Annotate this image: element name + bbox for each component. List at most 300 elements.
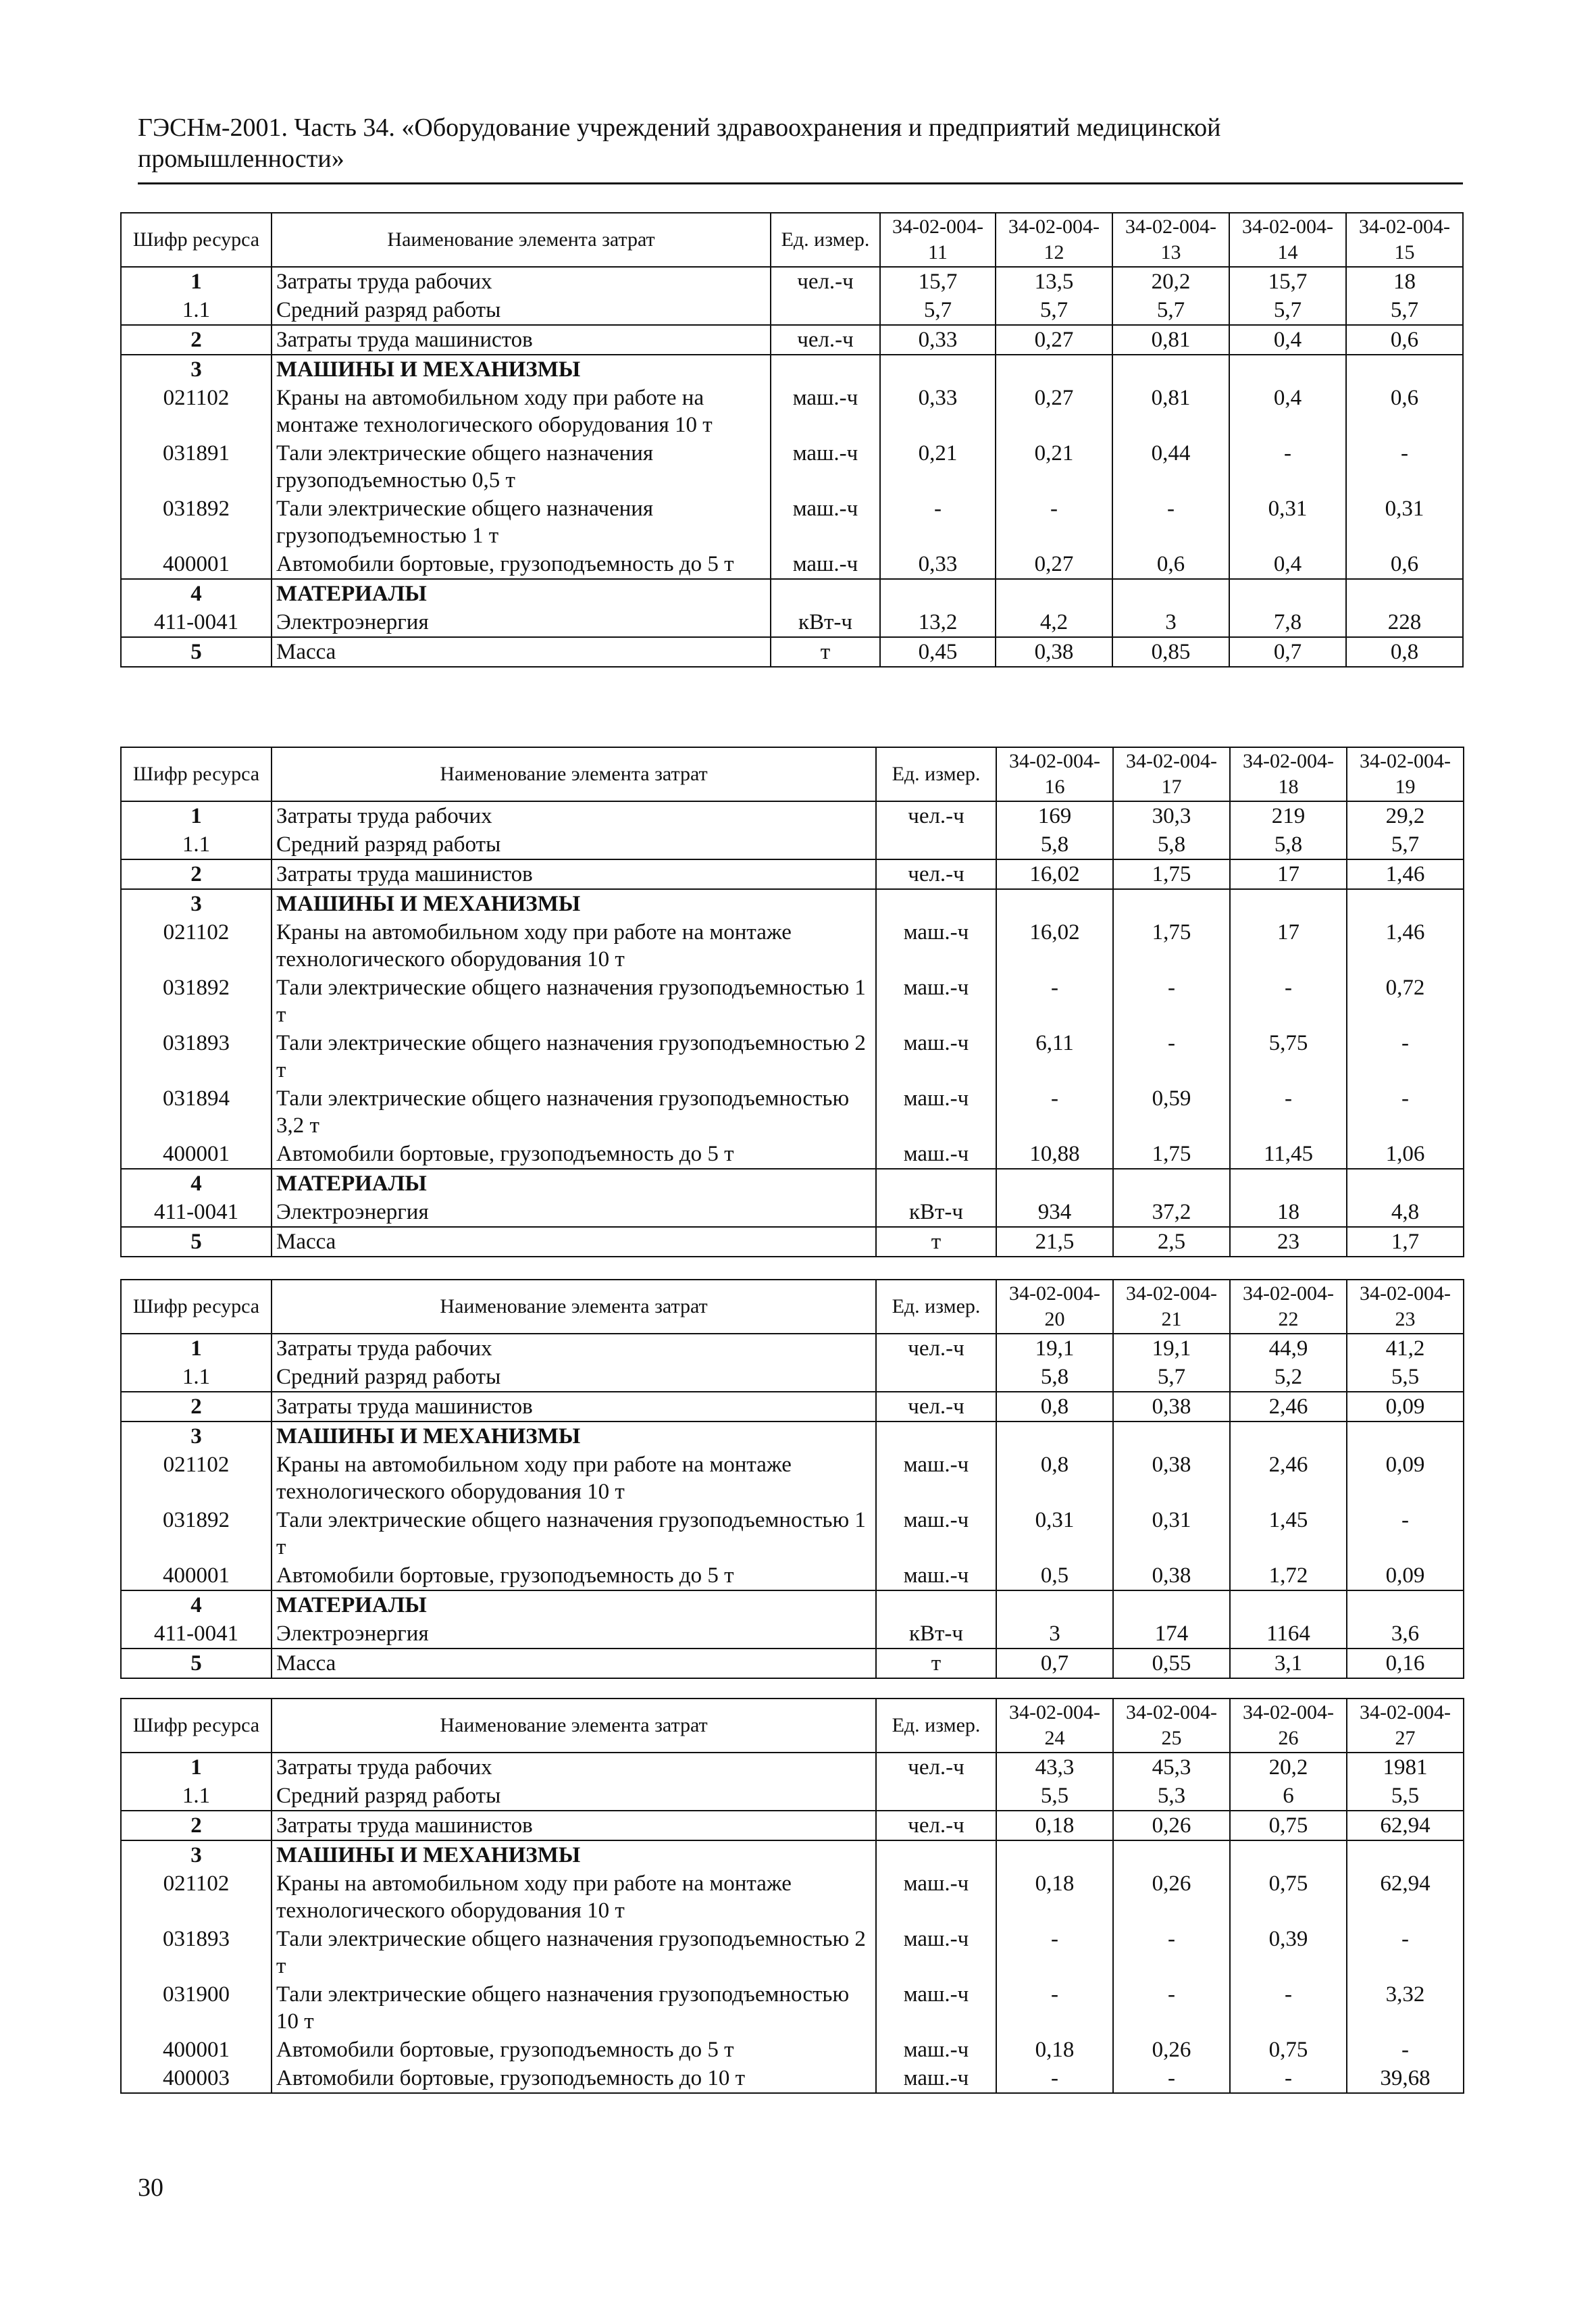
- norm-value: 0,39: [1230, 1925, 1347, 1980]
- norm-value: [1230, 1590, 1347, 1619]
- cost-element-name: Масса: [272, 1227, 876, 1257]
- norm-value: 10,88: [996, 1140, 1113, 1169]
- norm-value: 37,2: [1113, 1198, 1230, 1227]
- norm-value: [996, 1840, 1113, 1869]
- norm-value: 1,75: [1113, 859, 1230, 889]
- norm-value: 0,6: [1346, 550, 1463, 579]
- norm-value: 0,33: [880, 384, 996, 439]
- norm-value: 0,8: [1346, 637, 1463, 667]
- norm-value: 1,75: [1113, 1140, 1230, 1169]
- norm-value: 41,2: [1347, 1334, 1464, 1363]
- table-row: [121, 918, 1464, 974]
- norm-value: 43,3: [996, 1753, 1113, 1782]
- norm-value: -: [1347, 1925, 1464, 1980]
- norm-value: 16,02: [996, 918, 1113, 974]
- cost-element-name: Краны на автомобильном ходу при работе на монтаже технологического оборудования 10 т: [272, 384, 771, 439]
- table-row: [121, 608, 1463, 637]
- cost-element-name: Средний разряд работы: [272, 296, 771, 325]
- unit-of-measure: [876, 1169, 996, 1198]
- table-header-row: [121, 1699, 1464, 1753]
- unit-of-measure: [771, 355, 880, 384]
- norm-value: 1,06: [1347, 1140, 1464, 1169]
- norm-value: 17: [1230, 859, 1347, 889]
- table-row: [121, 801, 1464, 830]
- column-header-name: Наименование элемента затрат: [272, 213, 771, 267]
- page-number: 30: [138, 2173, 163, 2202]
- cost-element-name: МАШИНЫ И МЕХАНИЗМЫ: [272, 1422, 876, 1451]
- estimate-table-4: [120, 1698, 1464, 2094]
- column-header-unit: Ед. измер.: [876, 747, 996, 801]
- table-row: [121, 1782, 1464, 1811]
- norm-value: -: [1230, 1084, 1347, 1140]
- norm-value: 1,7: [1347, 1227, 1464, 1257]
- table-row: [121, 1198, 1464, 1227]
- norm-value: [996, 579, 1112, 608]
- unit-of-measure: маш.-ч: [876, 1925, 996, 1980]
- norm-value: 18: [1346, 267, 1463, 296]
- table-row: [121, 1140, 1464, 1169]
- norm-value: 0,09: [1347, 1392, 1464, 1422]
- norm-value: 6,11: [996, 1029, 1113, 1084]
- table-row: [121, 1227, 1464, 1257]
- norm-value: 0,5: [996, 1561, 1113, 1590]
- norm-value: 16,02: [996, 859, 1113, 889]
- norm-value: 0,4: [1229, 384, 1346, 439]
- norm-value: 29,2: [1347, 801, 1464, 830]
- header-line-2: промышленности»: [138, 145, 344, 173]
- table-row: [121, 550, 1463, 579]
- resource-code: 5: [121, 1649, 272, 1678]
- norm-value: -: [1113, 1029, 1230, 1084]
- table-row: [121, 579, 1463, 608]
- resource-code: 1.1: [121, 296, 272, 325]
- estimate-table-1: [120, 212, 1464, 668]
- column-header-norm: 34-02-004-12: [996, 213, 1112, 267]
- column-header-norm: 34-02-004-22: [1230, 1280, 1347, 1334]
- norm-value: [880, 579, 996, 608]
- unit-of-measure: маш.-ч: [876, 1869, 996, 1925]
- norm-value: 0,33: [880, 550, 996, 579]
- column-header-norm: 34-02-004-14: [1229, 213, 1346, 267]
- norm-value: -: [1347, 1506, 1464, 1561]
- unit-of-measure: [771, 296, 880, 325]
- table-row: [121, 1925, 1464, 1980]
- cost-element-name: Тали электрические общего назначения грузоподъемностью 1 т: [272, 974, 876, 1029]
- norm-value: -: [1113, 1980, 1230, 2036]
- norm-value: -: [1229, 439, 1346, 495]
- resource-code: 031891: [121, 439, 272, 495]
- cost-element-name: Затраты труда рабочих: [272, 1753, 876, 1782]
- norm-value: 3,1: [1230, 1649, 1347, 1678]
- norm-value: 3: [996, 1619, 1113, 1649]
- unit-of-measure: чел.-ч: [771, 267, 880, 296]
- norm-value: 0,31: [996, 1506, 1113, 1561]
- cost-element-name: Электроэнергия: [272, 608, 771, 637]
- column-header-code: Шифр ресурса: [121, 747, 272, 801]
- norm-value: 228: [1346, 608, 1463, 637]
- norm-value: -: [1112, 495, 1229, 550]
- unit-of-measure: маш.-ч: [771, 384, 880, 439]
- table-header-row: [121, 213, 1463, 267]
- unit-of-measure: чел.-ч: [876, 1753, 996, 1782]
- norm-value: [996, 889, 1113, 918]
- column-header-norm: 34-02-004-17: [1113, 747, 1230, 801]
- resource-code: 400001: [121, 1140, 272, 1169]
- norm-value: 23: [1230, 1227, 1347, 1257]
- norm-value: [1112, 355, 1229, 384]
- unit-of-measure: т: [876, 1649, 996, 1678]
- norm-value: [1230, 1169, 1347, 1198]
- norm-value: 11,45: [1230, 1140, 1347, 1169]
- norm-value: 6: [1230, 1782, 1347, 1811]
- norm-value: 15,7: [880, 267, 996, 296]
- norm-value: 0,55: [1113, 1649, 1230, 1678]
- column-header-norm: 34-02-004-19: [1347, 747, 1464, 801]
- norm-value: 2,46: [1230, 1451, 1347, 1506]
- norm-value: [1113, 1590, 1230, 1619]
- norm-value: -: [1230, 1980, 1347, 2036]
- norm-value: 44,9: [1230, 1334, 1347, 1363]
- table-row: [121, 1334, 1464, 1363]
- cost-element-name: Средний разряд работы: [272, 1782, 876, 1811]
- norm-value: 45,3: [1113, 1753, 1230, 1782]
- resource-code: 031894: [121, 1084, 272, 1140]
- cost-element-name: Затраты труда рабочих: [272, 1334, 876, 1363]
- resource-code: 2: [121, 1811, 272, 1840]
- resource-code: 400003: [121, 2064, 272, 2093]
- column-header-name: Наименование элемента затрат: [272, 1280, 876, 1334]
- column-header-norm: 34-02-004-26: [1230, 1699, 1347, 1753]
- norm-value: 934: [996, 1198, 1113, 1227]
- table-row: [121, 1590, 1464, 1619]
- column-header-name: Наименование элемента затрат: [272, 747, 876, 801]
- norm-value: 0,38: [1113, 1561, 1230, 1590]
- resource-code: 021102: [121, 1451, 272, 1506]
- table-row: [121, 1029, 1464, 1084]
- cost-element-name: Затраты труда машинистов: [272, 1392, 876, 1422]
- resource-code: 5: [121, 637, 272, 667]
- norm-value: 0,75: [1230, 1869, 1347, 1925]
- column-header-code: Шифр ресурса: [121, 213, 272, 267]
- norm-value: [1113, 1840, 1230, 1869]
- unit-of-measure: чел.-ч: [876, 1811, 996, 1840]
- norm-value: 5,5: [1347, 1782, 1464, 1811]
- resource-code: 4: [121, 1590, 272, 1619]
- unit-of-measure: маш.-ч: [771, 550, 880, 579]
- resource-code: 400001: [121, 2036, 272, 2064]
- cost-element-name: Затраты труда машинистов: [272, 859, 876, 889]
- unit-of-measure: [876, 1840, 996, 1869]
- norm-value: [996, 1590, 1113, 1619]
- resource-code: 2: [121, 859, 272, 889]
- resource-code: 3: [121, 1422, 272, 1451]
- norm-value: 5,2: [1230, 1363, 1347, 1392]
- table-row: [121, 637, 1463, 667]
- norm-value: 0,21: [880, 439, 996, 495]
- cost-element-name: МАТЕРИАЛЫ: [272, 579, 771, 608]
- norm-value: 4,8: [1347, 1198, 1464, 1227]
- norm-value: -: [996, 974, 1113, 1029]
- resource-code: 3: [121, 1840, 272, 1869]
- norm-value: 0,8: [996, 1451, 1113, 1506]
- norm-value: -: [996, 1925, 1113, 1980]
- norm-value: [1229, 355, 1346, 384]
- norm-value: -: [996, 495, 1112, 550]
- norm-value: 0,21: [996, 439, 1112, 495]
- table-row: [121, 1980, 1464, 2036]
- norm-value: [1113, 889, 1230, 918]
- column-header-code: Шифр ресурса: [121, 1699, 272, 1753]
- unit-of-measure: чел.-ч: [876, 1334, 996, 1363]
- norm-value: 4,2: [996, 608, 1112, 637]
- column-header-norm: 34-02-004-13: [1112, 213, 1229, 267]
- norm-value: 1,46: [1347, 859, 1464, 889]
- norm-value: 21,5: [996, 1227, 1113, 1257]
- unit-of-measure: [876, 1590, 996, 1619]
- column-header-unit: Ед. измер.: [876, 1280, 996, 1334]
- resource-code: 031900: [121, 1980, 272, 2036]
- resource-code: 021102: [121, 384, 272, 439]
- norm-value: 1,72: [1230, 1561, 1347, 1590]
- cost-element-name: Затраты труда машинистов: [272, 325, 771, 355]
- norm-value: 169: [996, 801, 1113, 830]
- cost-element-name: Автомобили бортовые, грузоподъемность до 5 т: [272, 2036, 876, 2064]
- unit-of-measure: маш.-ч: [876, 1029, 996, 1084]
- norm-value: 0,09: [1347, 1561, 1464, 1590]
- unit-of-measure: кВт-ч: [771, 608, 880, 637]
- norm-value: 5,8: [1113, 830, 1230, 859]
- norm-value: 19,1: [996, 1334, 1113, 1363]
- norm-value: 0,18: [996, 1869, 1113, 1925]
- norm-value: 15,7: [1229, 267, 1346, 296]
- norm-value: 62,94: [1347, 1811, 1464, 1840]
- resource-code: 031892: [121, 974, 272, 1029]
- cost-element-name: Затраты труда рабочих: [272, 267, 771, 296]
- unit-of-measure: чел.-ч: [876, 801, 996, 830]
- cost-element-name: Тали электрические общего назначения грузоподъемностью 10 т: [272, 1980, 876, 2036]
- table-row: [121, 974, 1464, 1029]
- unit-of-measure: маш.-ч: [771, 495, 880, 550]
- norm-value: 0,16: [1347, 1649, 1464, 1678]
- cost-element-name: Краны на автомобильном ходу при работе на монтаже технологического оборудования 10 т: [272, 1451, 876, 1506]
- norm-value: 5,7: [1113, 1363, 1230, 1392]
- norm-value: -: [996, 2064, 1113, 2093]
- norm-value: 0,18: [996, 2036, 1113, 2064]
- unit-of-measure: [876, 1422, 996, 1451]
- norm-value: 0,38: [1113, 1392, 1230, 1422]
- norm-value: -: [1113, 974, 1230, 1029]
- unit-of-measure: [876, 889, 996, 918]
- table-row: [121, 1084, 1464, 1140]
- unit-of-measure: маш.-ч: [876, 918, 996, 974]
- unit-of-measure: маш.-ч: [876, 2064, 996, 2093]
- resource-code: 4: [121, 1169, 272, 1198]
- norm-value: [996, 1169, 1113, 1198]
- norm-value: 0,26: [1113, 1869, 1230, 1925]
- norm-value: -: [880, 495, 996, 550]
- norm-value: -: [1113, 2064, 1230, 2093]
- unit-of-measure: чел.-ч: [771, 325, 880, 355]
- resource-code: 1: [121, 267, 272, 296]
- norm-value: 0,31: [1229, 495, 1346, 550]
- resource-code: 031892: [121, 495, 272, 550]
- norm-value: 39,68: [1347, 2064, 1464, 2093]
- column-header-norm: 34-02-004-15: [1346, 213, 1463, 267]
- table-row: [121, 439, 1463, 495]
- table-row: [121, 1869, 1464, 1925]
- resource-code: 021102: [121, 1869, 272, 1925]
- resource-code: 021102: [121, 918, 272, 974]
- norm-value: 0,7: [1229, 637, 1346, 667]
- resource-code: 3: [121, 355, 272, 384]
- table-row: [121, 889, 1464, 918]
- norm-value: 0,7: [996, 1649, 1113, 1678]
- norm-value: [1347, 1590, 1464, 1619]
- unit-of-measure: [771, 579, 880, 608]
- norm-value: 0,6: [1112, 550, 1229, 579]
- table-row: [121, 1451, 1464, 1506]
- norm-value: -: [1230, 974, 1347, 1029]
- norm-value: 5,5: [996, 1782, 1113, 1811]
- norm-value: 19,1: [1113, 1334, 1230, 1363]
- norm-value: 5,3: [1113, 1782, 1230, 1811]
- cost-element-name: Масса: [272, 1649, 876, 1678]
- cost-element-name: МАТЕРИАЛЫ: [272, 1169, 876, 1198]
- norm-value: 0,18: [996, 1811, 1113, 1840]
- norm-value: 5,7: [1346, 296, 1463, 325]
- column-header-norm: 34-02-004-18: [1230, 747, 1347, 801]
- estimate-table-3: [120, 1279, 1464, 1679]
- cost-element-name: МАТЕРИАЛЫ: [272, 1590, 876, 1619]
- norm-value: 0,44: [1112, 439, 1229, 495]
- norm-value: 3,6: [1347, 1619, 1464, 1649]
- column-header-norm: 34-02-004-11: [880, 213, 996, 267]
- table-row: [121, 1753, 1464, 1782]
- norm-value: 5,7: [1229, 296, 1346, 325]
- norm-value: 13,5: [996, 267, 1112, 296]
- table-row: [121, 355, 1463, 384]
- cost-element-name: Автомобили бортовые, грузоподъемность до 5 т: [272, 1561, 876, 1590]
- norm-value: [1229, 579, 1346, 608]
- norm-value: 219: [1230, 801, 1347, 830]
- norm-value: 174: [1113, 1619, 1230, 1649]
- norm-value: 5,7: [1112, 296, 1229, 325]
- unit-of-measure: [876, 830, 996, 859]
- unit-of-measure: маш.-ч: [876, 1451, 996, 1506]
- norm-value: 0,75: [1230, 2036, 1347, 2064]
- table-row: [121, 296, 1463, 325]
- table-row: [121, 859, 1464, 889]
- norm-value: 0,6: [1346, 325, 1463, 355]
- table-row: [121, 267, 1463, 296]
- unit-of-measure: маш.-ч: [771, 439, 880, 495]
- norm-value: [1112, 579, 1229, 608]
- norm-value: 5,8: [996, 1363, 1113, 1392]
- resource-code: 1.1: [121, 1363, 272, 1392]
- column-header-norm: 34-02-004-23: [1347, 1280, 1464, 1334]
- unit-of-measure: маш.-ч: [876, 2036, 996, 2064]
- norm-value: 0,75: [1230, 1811, 1347, 1840]
- norm-value: 62,94: [1347, 1869, 1464, 1925]
- cost-element-name: Автомобили бортовые, грузоподъемность до 10 т: [272, 2064, 876, 2093]
- column-header-norm: 34-02-004-21: [1113, 1280, 1230, 1334]
- norm-value: [1113, 1422, 1230, 1451]
- cost-element-name: Средний разряд работы: [272, 830, 876, 859]
- table-row: [121, 1619, 1464, 1649]
- table-row: [121, 325, 1463, 355]
- norm-value: 30,3: [1113, 801, 1230, 830]
- norm-value: -: [1347, 1084, 1464, 1140]
- cost-element-name: Тали электрические общего назначения грузоподъемностью 0,5 т: [272, 439, 771, 495]
- norm-value: 5,75: [1230, 1029, 1347, 1084]
- cost-element-name: Краны на автомобильном ходу при работе на монтаже технологического оборудования 10 т: [272, 918, 876, 974]
- cost-element-name: Электроэнергия: [272, 1619, 876, 1649]
- norm-value: -: [1113, 1925, 1230, 1980]
- norm-value: 17: [1230, 918, 1347, 974]
- norm-value: 5,7: [1347, 830, 1464, 859]
- unit-of-measure: т: [876, 1227, 996, 1257]
- unit-of-measure: маш.-ч: [876, 1140, 996, 1169]
- resource-code: 4: [121, 579, 272, 608]
- column-header-unit: Ед. измер.: [876, 1699, 996, 1753]
- norm-value: 0,6: [1346, 384, 1463, 439]
- table-row: [121, 2036, 1464, 2064]
- norm-value: [996, 355, 1112, 384]
- cost-element-name: Краны на автомобильном ходу при работе на монтаже технологического оборудования 10 т: [272, 1869, 876, 1925]
- resource-code: 411-0041: [121, 1198, 272, 1227]
- resource-code: 031892: [121, 1506, 272, 1561]
- norm-value: [1347, 1169, 1464, 1198]
- unit-of-measure: т: [771, 637, 880, 667]
- norm-value: 1981: [1347, 1753, 1464, 1782]
- norm-value: 3,32: [1347, 1980, 1464, 2036]
- column-header-norm: 34-02-004-27: [1347, 1699, 1464, 1753]
- unit-of-measure: [876, 1782, 996, 1811]
- cost-element-name: Затраты труда рабочих: [272, 801, 876, 830]
- norm-value: 5,5: [1347, 1363, 1464, 1392]
- norm-value: 0,81: [1112, 384, 1229, 439]
- cost-element-name: Тали электрические общего назначения грузоподъемностью 2 т: [272, 1925, 876, 1980]
- page-header: [138, 112, 1462, 174]
- norm-value: -: [1347, 1029, 1464, 1084]
- resource-code: 031893: [121, 1925, 272, 1980]
- header-line-1: ГЭСНм-2001. Часть 34. «Оборудование учреждений здравоохранения и предприятий медицинской: [138, 114, 1221, 142]
- table-row: [121, 1363, 1464, 1392]
- norm-value: [996, 1422, 1113, 1451]
- resource-code: 5: [121, 1227, 272, 1257]
- resource-code: 400001: [121, 550, 272, 579]
- resource-code: 1: [121, 1334, 272, 1363]
- column-header-norm: 34-02-004-20: [996, 1280, 1113, 1334]
- cost-element-name: Тали электрические общего назначения грузоподъемностью 1 т: [272, 495, 771, 550]
- unit-of-measure: маш.-ч: [876, 1980, 996, 2036]
- norm-value: 0,72: [1347, 974, 1464, 1029]
- cost-element-name: Масса: [272, 637, 771, 667]
- norm-value: 5,8: [996, 830, 1113, 859]
- resource-code: 2: [121, 325, 272, 355]
- resource-code: 2: [121, 1392, 272, 1422]
- resource-code: 1: [121, 1753, 272, 1782]
- unit-of-measure: маш.-ч: [876, 974, 996, 1029]
- column-header-code: Шифр ресурса: [121, 1280, 272, 1334]
- norm-value: [1230, 889, 1347, 918]
- norm-value: 0,38: [1113, 1451, 1230, 1506]
- resource-code: 400001: [121, 1561, 272, 1590]
- norm-value: 1,46: [1347, 918, 1464, 974]
- norm-value: [1346, 579, 1463, 608]
- norm-value: 0,31: [1346, 495, 1463, 550]
- cost-element-name: Автомобили бортовые, грузоподъемность до 5 т: [272, 1140, 876, 1169]
